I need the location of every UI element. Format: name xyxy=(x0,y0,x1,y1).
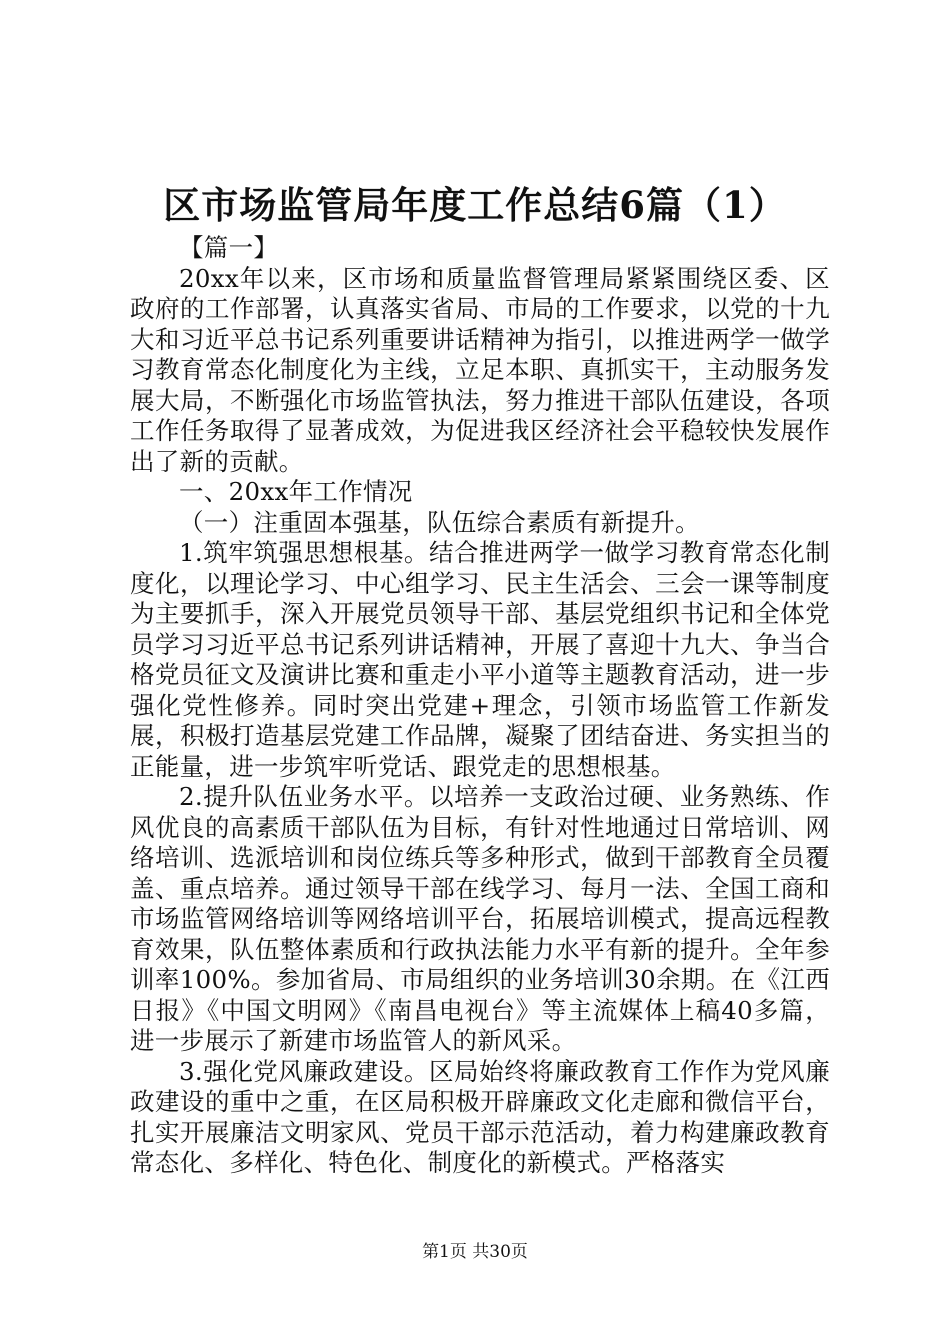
body-paragraph: 3.强化党风廉政建设。区局始终将廉政教育工作作为党风廉政建设的重中之重，在区局积极开辟廉政文化走廊和微信平台，扎实开展廉洁文明家风、党员干部示范活动，着力构建廉政教育常态化、多样化、特色化、制度化的新模式。严格落实 xyxy=(130,1056,830,1177)
document-title: 区市场监管局年度工作总结6篇（1） xyxy=(163,183,787,227)
subsection-heading: 一、20xx年工作情况 xyxy=(179,477,413,506)
section-heading: 【篇一】 xyxy=(179,233,279,262)
document-body xyxy=(130,233,830,1179)
body-paragraph: 1.筑牢筑强思想根基。结合推进两学一做学习教育常态化制度化，以理论学习、中心组学习、民主生活会、三会一课等制度为主要抓手，深入开展党员领导干部、基层党组织书记和全体党员学习习近平总书记系列讲话精神，开展了喜迎十九大、争当合格党员征文及演讲比赛和重走小平小道等主题教育活动，进一步强化党性修养。同时突出党建+理念，引领市场监管工作新发展，积极打造基层党建工作品牌，凝聚了团结奋进、务实担当的正能量，进一步筑牢听党话、跟党走的思想根基。 xyxy=(130,538,830,781)
page-footer: 第1页 共30页 xyxy=(422,1242,528,1262)
body-paragraph: 20xx年以来，区市场和质量监督管理局紧紧围绕区委、区政府的工作部署，认真落实省局、市局的工作要求，以党的十九大和习近平总书记系列重要讲话精神为指引，以推进两学一做学习教育常态化制度化为主线，立足本职、真抓实干，主动服务发展大局，不断强化市场监管执法，努力推进干部队伍建设，各项工作任务取得了显著成效，为促进我区经济社会平稳较快发展作出了新的贡献。 xyxy=(130,263,830,476)
subsection-heading: （一）注重固本强基，队伍综合素质有新提升。 xyxy=(179,507,700,537)
body-paragraph: 2.提升队伍业务水平。以培养一支政治过硬、业务熟练、作风优良的高素质干部队伍为目标，有针对性地通过日常培训、网络培训、选派培训和岗位练兵等多种形式，做到干部教育全员覆盖、重点培养。通过领导干部在线学习、每月一法、全国工商和市场监管网络培训等网络培训平台，拓展培训模式，提高远程教育效果，队伍整体素质和行政执法能力水平有新的提升。全年参训率100%。参加省局、市局组织的业务培训30余期。在《江西日报》《中国文明网》《南昌电视台》等主流媒体上稿40多篇，进一步展示了新建市场监管人的新风采。 xyxy=(130,782,830,1055)
